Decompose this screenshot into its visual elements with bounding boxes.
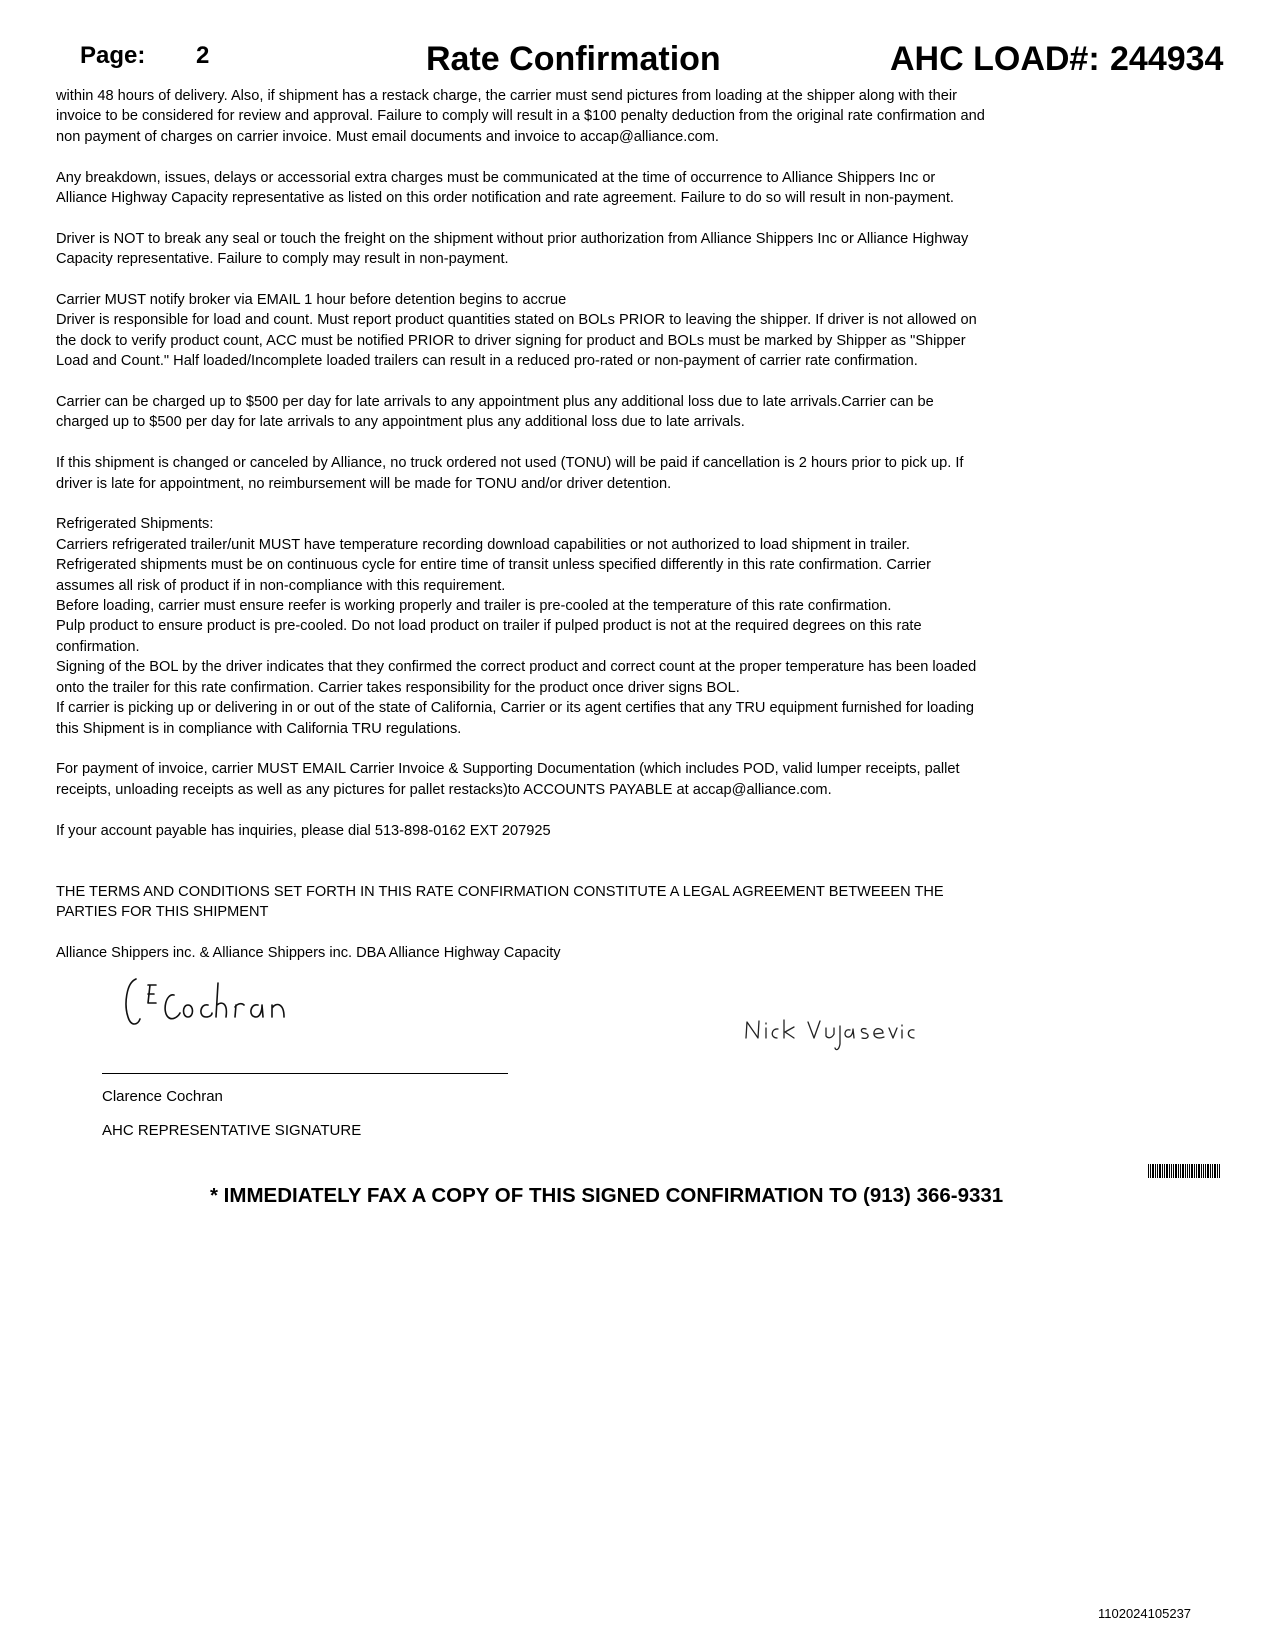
text-line: this Shipment is in compliance with California TRU regulations. — [56, 720, 462, 737]
page-title: Rate Confirmation — [426, 40, 721, 78]
text-line: Refrigerated Shipments: — [56, 516, 214, 533]
text-line: Load and Count." Half loaded/Incomplete loaded trailers can result in a reduced pro-rated or non-payment of carrier rate confirmation. — [56, 353, 918, 370]
text-line: Alliance Shippers inc. & Alliance Shippers inc. DBA Alliance Highway Capacity — [56, 944, 561, 961]
paragraph-payment — [56, 759, 1086, 800]
paragraph-documents — [56, 86, 1086, 147]
text-line: charged up to $500 per day for late arrivals to any appointment plus any additional loss due to late arrivals. — [56, 414, 745, 431]
paragraph-refrigerated — [56, 514, 1086, 738]
text-line: receipts, unloading receipts as well as any pictures for pallet restacks)to ACCOUNTS PAYABLE at accap@alliance.com. — [56, 781, 832, 798]
page-label: Page: — [80, 42, 146, 69]
text-line: If this shipment is changed or canceled by Alliance, no truck ordered not used (TONU) will be paid if cancellation is 2 hours prior to pick up. If — [56, 455, 964, 472]
paragraph-inquiries — [56, 821, 1086, 841]
text-line: Pulp product to ensure product is pre-cooled. Do not load product on trailer if pulped product is not at the required degrees on this rate — [56, 618, 922, 635]
paragraph-company — [56, 943, 1086, 963]
text-line: If your account payable has inquiries, please dial 513-898-0162 EXT 207925 — [56, 822, 551, 839]
text-line: For payment of invoice, carrier MUST EMAIL Carrier Invoice & Supporting Documentation (which includes POD, valid lumper receipts, pallet — [56, 761, 960, 778]
text-line: confirmation. — [56, 638, 140, 655]
text-line: Driver is responsible for load and count. Must report product quantities stated on BOLs PRIOR to leaving the shipper. If driver is not allowed on — [56, 312, 977, 329]
text-line: Driver is NOT to break any seal or touch the freight on the shipment without prior authorization from Alliance Shippers Inc or Alliance Highway — [56, 230, 969, 247]
paragraph-legal-agreement — [56, 882, 1086, 923]
text-line: PARTIES FOR THIS SHIPMENT — [56, 904, 269, 921]
paragraph-breakdown — [56, 168, 1086, 209]
text-line: Alliance Highway Capacity representative as listed on this order notification and rate agreement. Failure to do so will result in non-payment. — [56, 190, 954, 207]
load-number: 244934 — [1110, 40, 1224, 78]
text-line: If carrier is picking up or delivering in or out of the state of California, Carrier or its agent certifies that any TRU equipment furnished for loading — [56, 700, 974, 717]
carrier-signature-image — [744, 1018, 934, 1064]
text-line: Any breakdown, issues, delays or accessorial extra charges must be communicated at the time of occurrence to Alliance Shippers Inc or — [56, 169, 936, 186]
text-line: Carrier MUST notify broker via EMAIL 1 hour before detention begins to accrue — [56, 292, 567, 309]
text-line: Refrigerated shipments must be on continuous cycle for entire time of transit unless specified differently in this rate confirmation. Carrier — [56, 557, 931, 574]
text-line: Carrier can be charged up to $500 per day for late arrivals to any appointment plus any additional loss due to late arrivals.Carrier can be — [56, 394, 934, 411]
text-line: onto the trailer for this rate confirmation. Carrier takes responsibility for the product once driver signs BOL. — [56, 679, 740, 696]
text-line: Signing of the BOL by the driver indicates that they confirmed the correct product and correct count at the proper temperature has been loaded — [56, 659, 977, 676]
paragraph-detention — [56, 290, 1086, 372]
page-number: 2 — [196, 42, 210, 69]
text-line: THE TERMS AND CONDITIONS SET FORTH IN THIS RATE CONFIRMATION CONSTITUTE A LEGAL AGREEMENT BETWEEEN THE — [56, 883, 944, 900]
signature-line — [102, 1073, 508, 1074]
load-number-label: AHC LOAD#: — [890, 40, 1100, 78]
terms-body — [56, 86, 1086, 963]
text-line: Capacity representative. Failure to comply may result in non-payment. — [56, 251, 509, 268]
text-line: within 48 hours of delivery. Also, if shipment has a restack charge, the carrier must send pictures from loading at the shipper along with their — [56, 88, 957, 104]
ahc-signature-image — [122, 975, 322, 1035]
text-line: Carriers refrigerated trailer/unit MUST have temperature recording download capabilities or not authorized to load shipment in trailer. — [56, 536, 910, 553]
text-line: invoice to be considered for review and approval. Failure to comply will result in a $100 penalty deduction from the original rate confirmation and — [56, 108, 985, 125]
text-line: assumes all risk of product if in non-compliance with this requirement. — [56, 577, 506, 594]
paragraph-tonu — [56, 453, 1086, 494]
paragraph-late-arrival — [56, 392, 1086, 433]
text-line: Before loading, carrier must ensure reefer is working properly and trailer is pre-cooled at the temperature of this rate confirmation. — [56, 598, 892, 615]
paragraph-seal — [56, 229, 1086, 270]
document-id: 1102024105237 — [1098, 1606, 1192, 1621]
signer-role-label: AHC REPRESENTATIVE SIGNATURE — [102, 1122, 362, 1139]
signer-name: Clarence Cochran — [102, 1088, 223, 1105]
barcode-image — [1148, 1164, 1220, 1178]
text-line: the dock to verify product count, ACC must be notified PRIOR to driver signing for product and BOLs must be marked by Shipper as "Shipper — [56, 332, 966, 349]
fax-notice: * IMMEDIATELY FAX A COPY OF THIS SIGNED CONFIRMATION TO (913) 366-9331 — [210, 1184, 1004, 1207]
text-line: non payment of charges on carrier invoice. Must email documents and invoice to accap@alliance.com. — [56, 128, 719, 145]
text-line: driver is late for appointment, no reimbursement will be made for TONU and/or driver detention. — [56, 475, 672, 492]
